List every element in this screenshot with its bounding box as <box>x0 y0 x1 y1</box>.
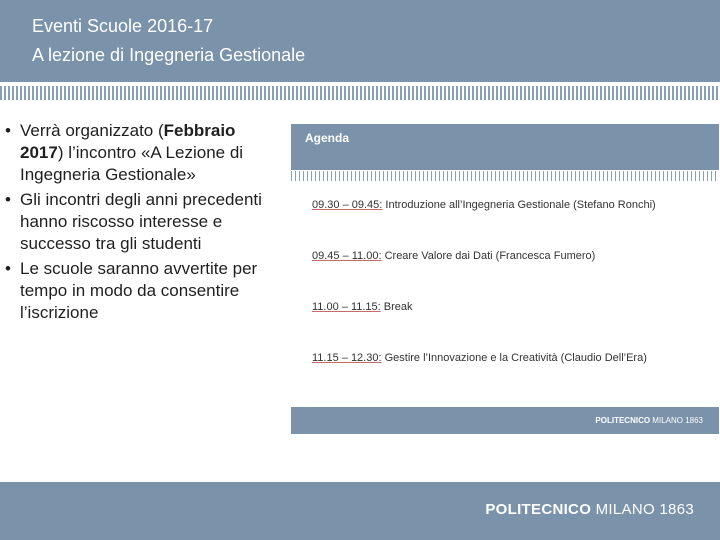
agenda-item <box>312 199 656 211</box>
bullet-list <box>0 120 282 327</box>
bullet-item <box>0 258 282 324</box>
bullet-text <box>20 120 282 186</box>
slide-title-line2: A lezione di Ingegneria Gestionale <box>32 45 306 65</box>
bullet-text-bold: Febbraio 2017 <box>20 121 236 162</box>
hatched-divider <box>0 86 720 100</box>
agenda-desc: Gestire l’Innovazione e la Creatività (Claudio Dell’Era) <box>381 352 647 364</box>
politecnico-logo <box>485 501 694 518</box>
slide-title-line1: Eventi Scuole 2016-17 <box>32 16 214 36</box>
agenda-hatched-divider <box>291 171 719 181</box>
bullet-icon <box>5 120 17 142</box>
bullet-text-part: Verrà organizzato ( <box>20 121 164 140</box>
agenda-footer-brand: POLITECNICO <box>595 416 651 425</box>
agenda-time: 09.45 – 11.00: <box>312 250 382 262</box>
bullet-item <box>0 120 282 186</box>
bullet-text: Le scuole saranno avvertite per tempo in modo da consentire l’iscrizione <box>20 259 258 322</box>
bullet-text-part: ) l’incontro «A Lezione di Ingegneria Gestionale» <box>20 143 244 184</box>
agenda-title: Agenda <box>305 131 350 145</box>
agenda-image <box>291 124 719 434</box>
agenda-desc: Break <box>380 301 413 313</box>
agenda-time: 11.15 – 12.30: <box>312 352 382 364</box>
bullet-icon <box>5 258 17 280</box>
agenda-time: 11.00 – 11.15: <box>312 301 381 313</box>
agenda-desc: Creare Valore dai Dati (Francesca Fumero) <box>381 250 596 262</box>
agenda-footer-logo <box>595 416 703 425</box>
agenda-item <box>312 352 647 364</box>
agenda-desc: Introduzione all’Ingegneria Gestionale (Stefano Ronchi) <box>382 199 656 211</box>
agenda-time: 09.30 – 09.45: <box>312 199 383 211</box>
footer-brand-rest: MILANO 1863 <box>591 501 694 518</box>
agenda-item <box>312 250 595 262</box>
footer-brand: POLITECNICO <box>485 501 592 518</box>
agenda-footer-band <box>291 407 719 434</box>
agenda-item <box>312 301 413 313</box>
header-band <box>0 0 720 82</box>
bullet-item <box>0 189 282 255</box>
agenda-footer-rest: MILANO 1863 <box>650 416 703 425</box>
footer-band <box>0 482 720 540</box>
agenda-header <box>291 124 719 170</box>
bullet-icon <box>5 189 17 211</box>
bullet-text: Gli incontri degli anni precedenti hanno riscosso interesse e successo tra gli studenti <box>20 190 262 253</box>
